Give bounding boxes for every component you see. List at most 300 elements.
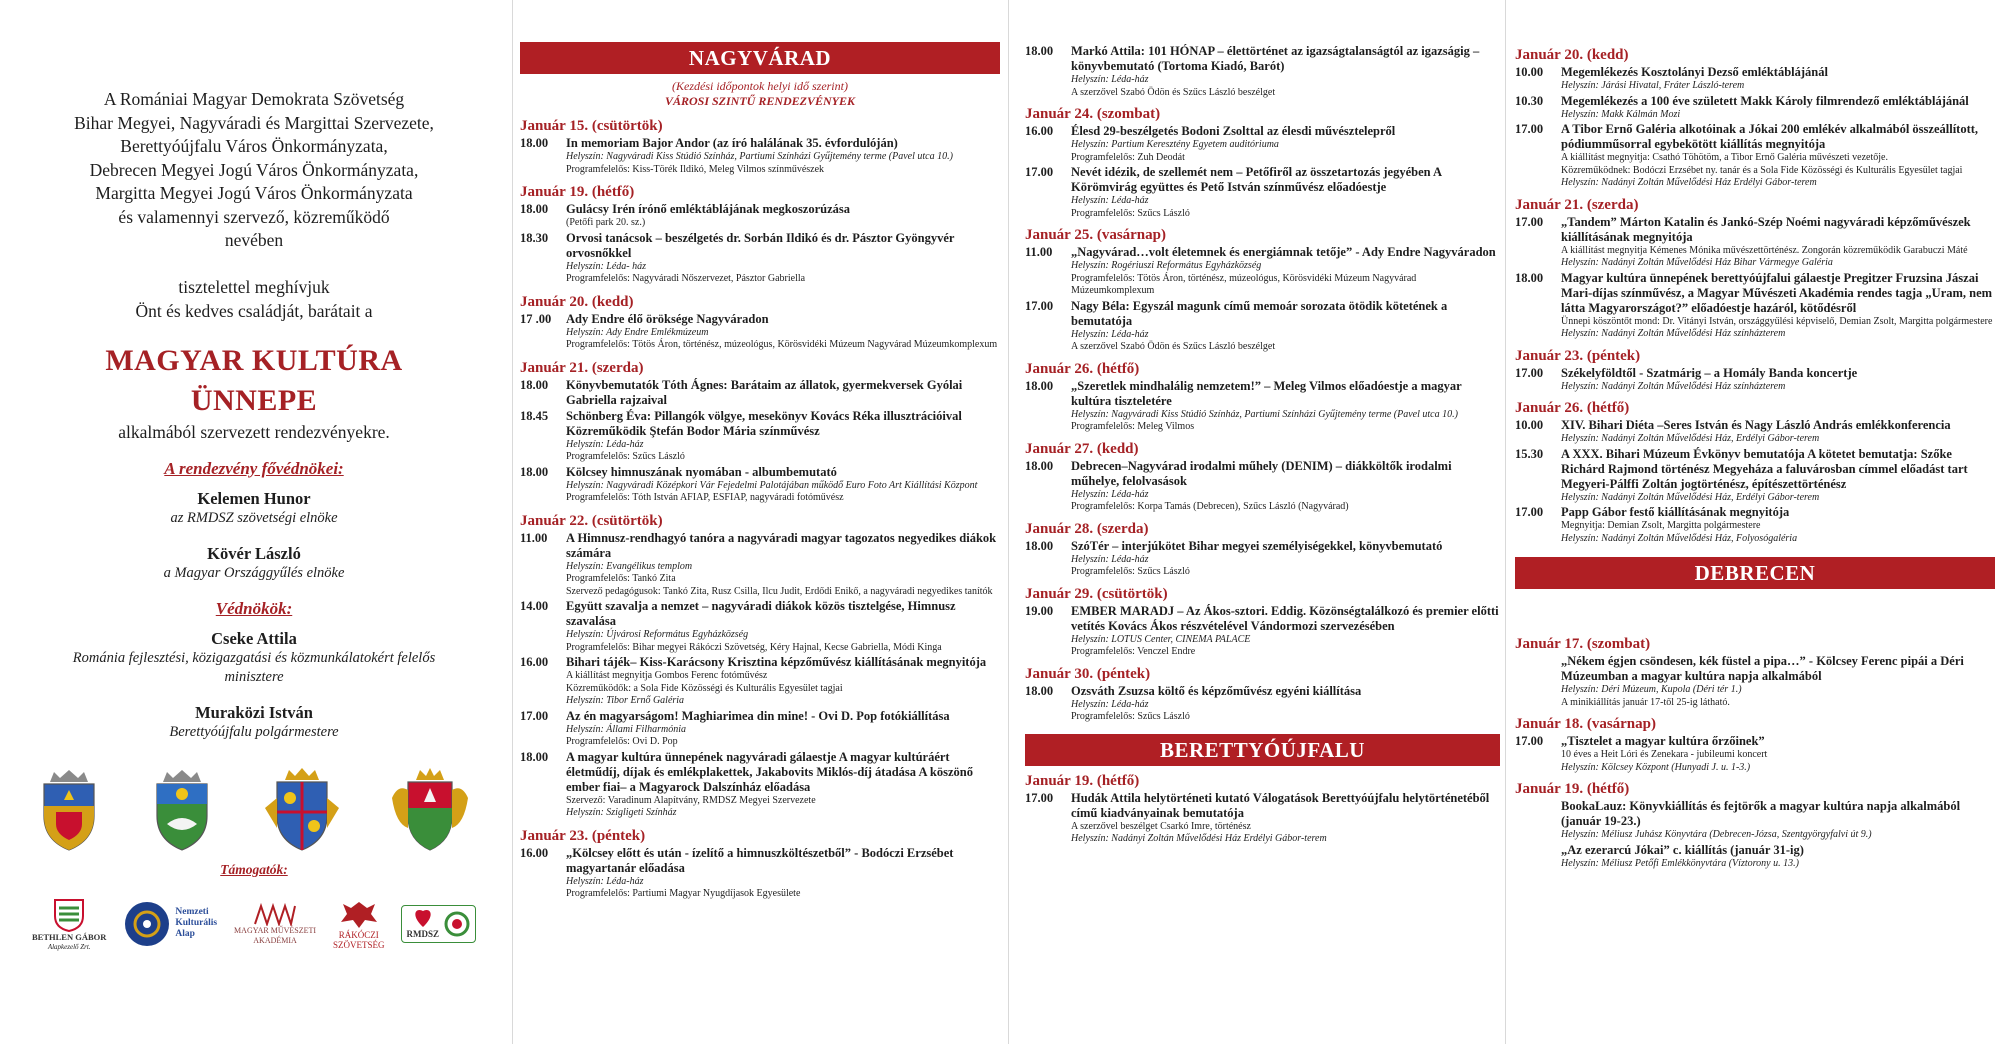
event-item xyxy=(520,709,1000,749)
org-line: A Romániai Magyar Demokrata Szövetség xyxy=(103,89,405,109)
event-item xyxy=(1515,94,1995,122)
event-detail: A kiállítást megnyitja Gombos Ferenc fotóművész xyxy=(566,670,768,681)
event-item xyxy=(1025,604,1500,659)
event-title: BookaLauz: Könyvkiállítás és fejtörők a magyar kultúra napja alkalmából (január 19-23.) xyxy=(1561,799,1961,828)
event-item xyxy=(1515,799,1995,842)
event-time: 18.00 xyxy=(1025,458,1054,473)
event-detail: (Petőfi park 20. sz.) xyxy=(566,217,646,228)
event-title: Magyar kultúra ünnepének berettyóújfalui gálaestje Pregitzer Fruzsina Jászai Mari-díjas színművész, a Magyar Művészeti Akadémia rendes tagja „Uram, nem látta Magyarországot?” előadóestje hazáról, kötődésről xyxy=(1561,270,1993,315)
event-venue: Helyszín: Nadányi Zoltán Művelődési Ház Bihar Vármegye Galéria xyxy=(1561,257,1833,268)
event-title: In memoriam Bajor Andor (az író halálának 35. évfordulóján) xyxy=(566,136,898,150)
event-title: „Kölcsey előtt és után - ízelítő a himnuszköltészetből” - Bodóczi Erzsébet magyartanár előadása xyxy=(566,845,954,875)
sponsor-role: Berettyóújfalu polgármestere xyxy=(169,723,339,740)
supporter-text: Nemzeti xyxy=(175,907,209,917)
event-title: Székelyföldtől - Szatmárig – a Homály Banda koncertje xyxy=(1561,365,1858,380)
event-item xyxy=(1025,379,1500,434)
event-title: Papp Gábor festő kiállításának megnyitója xyxy=(1561,505,1790,519)
event-title: Az én magyarságom! Maghiarimea din mine! - Ovi D. Pop fotókiállítása xyxy=(566,708,950,723)
day-heading: Január 24. (szombat) xyxy=(1025,106,1161,122)
event-venue: Helyszín: Állami Filharmónia xyxy=(566,723,686,735)
event-venue: Helyszín: Nadányi Zoltán Művelődési Ház színházterem xyxy=(1561,380,1786,392)
supporter-text: BETHLEN GÁBOR xyxy=(32,931,107,942)
sponsor-name: Muraközi István xyxy=(195,702,313,722)
supporter-text: RÁKÓCZI xyxy=(338,929,379,940)
event-detail: A kiállítást megnyitja Kémenes Mónika művészettörténész. Zongorán közreműködik Garabuczi Máté xyxy=(1561,244,1968,256)
supporters-heading: Támogatók: xyxy=(220,861,288,877)
event-venue: Helyszín: Léda-ház xyxy=(1071,698,1149,710)
sponsors-heading: Védnökök: xyxy=(215,598,293,618)
day-heading: Január 29. (csütörtök) xyxy=(1025,585,1168,602)
event-time: 17.00 xyxy=(1515,365,1544,380)
day-heading: Január 23. (péntek) xyxy=(1515,347,1641,364)
event-detail: Programfelelős: Szűcs László xyxy=(1071,711,1190,722)
event-body xyxy=(566,202,1000,230)
event-detail: Szervező: Varadinum Alapítvány, RMDSZ Megyei Szervezete xyxy=(566,794,816,806)
org-line: Margitta Megyei Jogú Város Önkormányzata xyxy=(95,183,413,203)
event-detail: Szervező pedagógusok: Tankó Zita, Rusz Csilla, Ilcu Judit, Erdődi Enikő, a nagyváradi negyedikes tanítók xyxy=(566,585,993,597)
event-item xyxy=(1025,791,1500,846)
event-item xyxy=(520,599,1000,654)
event-item xyxy=(520,531,1000,599)
supporter-text: SZÖVETSÉG xyxy=(333,939,385,950)
event-title: „Nékem égjen csöndesen, kék füstel a pipa…” - Kölcsey Ferenc pipái a Déri Múzeumban a magyar kultúra napja alkalmából xyxy=(1561,654,1964,683)
event-venue: Helyszín: Léda-ház xyxy=(1071,328,1149,340)
event-body xyxy=(566,846,1000,901)
day-heading: Január 26. (hétfő) xyxy=(1025,360,1140,377)
event-venue: Helyszín: Nadányi Zoltán Művelődési Ház, Erdélyi Gábor-terem xyxy=(1561,491,1820,503)
event-body xyxy=(1071,539,1500,579)
event-title: Megemlékezés Kosztolányi Dezső emléktáblájánál xyxy=(1561,65,1828,79)
event-body xyxy=(566,378,1000,408)
event-body xyxy=(1561,654,1995,709)
event-title: „Az ezerarcú Jókai” c. kiállítás (január 31-ig) xyxy=(1561,842,1804,857)
event-item xyxy=(1515,505,1995,545)
day-heading: Január 21. (szerda) xyxy=(520,359,644,376)
event-venue: Helyszín: Partium Keresztény Egyetem auditóriuma xyxy=(1071,139,1279,150)
patron-role: a Magyar Országgyűlés elnöke xyxy=(163,564,345,581)
main-subtitle: alkalmából szervezett rendezvényekre. xyxy=(118,421,390,442)
day-heading: Január 18. (vasárnap) xyxy=(1515,716,1656,732)
event-detail: Programfelelős: Nagyváradi Nőszervezet, Pásztor Gabriella xyxy=(566,273,806,284)
event-detail: Programfelelős: Partiumi Magyar Nyugdíjasok Egyesülete xyxy=(566,888,801,899)
supporter-text: Alapkezelő Zrt. xyxy=(47,942,91,951)
event-venue: Helyszín: Nagyváradi Kiss Stúdió Színház, Partiumi Színházi Gyűjtemény terme (Pavel utca 10.) xyxy=(566,151,953,162)
day-heading: Január 27. (kedd) xyxy=(1025,440,1139,457)
event-item xyxy=(1515,65,1995,93)
time-note: (Kezdési időpontok helyi idő szerint) xyxy=(672,79,848,93)
event-body xyxy=(1071,245,1500,298)
event-title: XIV. Bihari Diéta –Seres István és Nagy László András emlékkonferencia xyxy=(1561,418,1951,432)
event-time: 14.00 xyxy=(520,599,549,613)
event-body xyxy=(566,136,1000,176)
event-body xyxy=(1561,366,1995,394)
event-body xyxy=(1071,124,1500,164)
event-item xyxy=(520,136,1000,176)
event-body xyxy=(1561,215,1995,270)
event-venue: Helyszín: Léda-ház xyxy=(566,875,644,887)
event-title: A Tibor Ernő Galéria alkotóinak a Jókai 200 emlékév alkalmából összeállított, pódiumműsorral egybekötött kiállítás megnyitója xyxy=(1561,122,1979,151)
rmdsz-logo xyxy=(401,905,476,943)
event-title: „Tisztelet a magyar kultúra őrzőinek” xyxy=(1561,734,1765,748)
event-venue: Helyszín: Járási Hivatal, Fráter László-terem xyxy=(1561,80,1745,91)
event-item xyxy=(1515,734,1995,774)
nagyvarad-column xyxy=(520,0,1000,1044)
event-body xyxy=(1561,843,1995,871)
event-item xyxy=(1025,245,1500,298)
event-list xyxy=(1025,772,1500,846)
invitation xyxy=(30,275,478,323)
event-detail: Programfelelős: Bihar megyei Rákóczi Szövetség, Kéry Hajnal, Kecse Gabriella, Módi Kinga xyxy=(566,641,942,653)
crest-icon xyxy=(149,768,215,852)
program-column-3 xyxy=(1025,0,1500,1044)
event-detail: A szerzővel Szabó Ödön és Szűcs László beszélget xyxy=(1071,341,1276,352)
event-item xyxy=(1025,539,1500,579)
event-venue: Helyszín: Rogériuszi Református Egyházközség xyxy=(1071,260,1262,271)
event-time: 15.30 xyxy=(1515,446,1544,461)
event-time: 18.00 xyxy=(1515,270,1544,285)
event-title: Ozsváth Zsuzsa költő és képzőművész egyéni kiállítása xyxy=(1071,683,1362,698)
event-body xyxy=(1071,459,1500,514)
supporter-text: Kulturális xyxy=(175,918,218,928)
event-venue: Helyszín: Makk Kálmán Mozi xyxy=(1561,108,1681,120)
patron-name: Kelemen Hunor xyxy=(197,488,311,508)
event-time: 17.00 xyxy=(1515,214,1544,229)
event-title: Megemlékezés a 100 éve született Makk Károly filmrendező emléktáblájánál xyxy=(1561,93,1969,108)
event-item xyxy=(520,846,1000,901)
nka-logo xyxy=(123,900,217,948)
patron-role: az RMDSZ szövetségi elnöke xyxy=(170,509,338,526)
day-heading: Január 23. (péntek) xyxy=(520,827,646,844)
event-time: 10.30 xyxy=(1515,93,1544,108)
event-item xyxy=(1025,165,1500,220)
event-detail: Programfelelős: Ovi D. Pop xyxy=(566,736,678,747)
event-time xyxy=(1515,843,1561,871)
day-heading: Január 21. (szerda) xyxy=(1515,196,1639,213)
event-item xyxy=(1025,299,1500,354)
event-time: 16.00 xyxy=(1025,124,1054,138)
event-title: EMBER MARADJ – Az Ákos-sztori. Eddig. Közönségtalálkozó és premier előtti vetítés Kovács Ákos részvételével Vándormozi szervezésében xyxy=(1071,603,1499,633)
event-item xyxy=(520,465,1000,505)
nagyvarad-banner: NAGYVÁRAD xyxy=(520,42,1000,74)
event-venue: Helyszín: Nadányi Zoltán Művelődési Ház Erdélyi Gábor-terem xyxy=(1561,177,1817,188)
event-body xyxy=(1071,165,1500,220)
event-title: Orvosi tanácsok – beszélgetés dr. Sorbán Ildikó és dr. Pásztor Gyöngyvér orvosnőkkel xyxy=(566,230,955,260)
event-item xyxy=(520,231,1000,286)
event-item xyxy=(1515,654,1995,709)
crest-icon xyxy=(388,768,472,852)
event-venue: Helyszín: Nagyváradi Kiss Stúdió Színház, Partiumi Színházi Gyűjtemény terme (Pavel utca 10.) xyxy=(1071,408,1458,420)
event-body xyxy=(566,231,1000,286)
event-title: „Tandem” Márton Katalin és Jankó-Szép Noémi nagyváradi képzőművészek kiállításának megnyitója xyxy=(1561,214,1971,244)
event-body xyxy=(1561,505,1995,545)
program-column-4 xyxy=(1515,0,1995,1044)
event-title: Hudák Attila helytörténeti kutató Válogatások Berettyóújfalu helytörténetéből című kiadványainak bemutatója xyxy=(1071,790,1490,820)
supporter-text: AKADÉMIA xyxy=(253,935,297,945)
event-title: SzóTér – interjúkötet Bihar megyei személyiségekkel, könyvbemutató xyxy=(1071,538,1443,553)
title-line: ÜNNEPE xyxy=(190,383,318,417)
event-item xyxy=(1025,684,1500,724)
event-title: Markó Attila: 101 HÓNAP – élettörténet az igazságtalanságtól az igazságig – könyvbemutató (Tortoma Kiadó, Barót) xyxy=(1071,44,1480,73)
event-list xyxy=(520,117,1000,901)
event-venue: Helyszín: Újvárosi Református Egyházközség xyxy=(566,629,749,640)
event-detail: A minikiállítás január 17-től 25-ig látható. xyxy=(1561,696,1730,708)
crest-icon xyxy=(263,768,341,852)
event-title: Gulácsy Irén írónő emléktáblájának megkoszorúzása xyxy=(566,202,851,216)
column-divider xyxy=(1505,0,1506,1044)
event-body xyxy=(566,599,1000,654)
day-heading: Január 26. (hétfő) xyxy=(1515,400,1630,416)
event-body xyxy=(1071,684,1500,724)
event-venue: Helyszín: Kölcsey Központ (Hunyadi J. u. 1-3.) xyxy=(1561,761,1751,773)
event-venue: Helyszín: Léda-ház xyxy=(1071,488,1149,500)
org-line: és valamennyi szervező, közreműködő xyxy=(118,206,390,227)
day-heading: Január 19. (hétfő) xyxy=(520,184,635,200)
event-body xyxy=(1561,734,1995,774)
event-list xyxy=(1025,44,1500,99)
column-divider xyxy=(512,0,513,1044)
event-body xyxy=(1071,44,1500,99)
event-body xyxy=(1071,299,1500,354)
event-time: 17.00 xyxy=(1515,734,1544,748)
event-venue: Helyszín: Nadányi Zoltán Művelődési Ház Erdélyi Gábor-terem xyxy=(1071,833,1327,844)
event-title: „Nagyvárad…volt életemnek és energiámnak tetője” - Ady Endre Nagyváradon xyxy=(1071,245,1496,259)
event-title: Nevét idézik, de szellemét nem – Petőfiről az összetartozás jegyében A Körömvirág együttes és Pető István színművész előadóestje xyxy=(1071,165,1442,194)
event-body xyxy=(566,465,1000,505)
event-detail: Megnyitja: Demian Zsolt, Margitta polgármestere xyxy=(1561,520,1761,531)
event-detail: Programfelelős: Tankó Zita xyxy=(566,573,676,584)
event-item xyxy=(520,750,1000,820)
event-venue: Helyszín: Déri Múzeum, Kupola (Déri tér 1.) xyxy=(1561,684,1742,695)
event-time: 18.00 xyxy=(1025,683,1054,698)
day-heading: Január 15. (csütörtök) xyxy=(520,118,663,134)
event-item xyxy=(1025,124,1500,164)
org-line: Berettyóújfalu Város Önkormányzata, xyxy=(120,136,388,156)
event-title: Nagy Béla: Egyszál magunk című memoár sorozata ötödik kötetének a bemutatója xyxy=(1071,298,1448,328)
event-time xyxy=(1515,654,1561,709)
event-body xyxy=(566,655,1000,708)
event-venue: Helyszín: Léda- ház xyxy=(566,260,646,272)
event-item xyxy=(520,409,1000,464)
event-time: 17.00 xyxy=(1025,790,1054,805)
event-title: Együtt szavalja a nemzet – nagyváradi diákok közös tisztelgése, Himnusz szavalása xyxy=(566,599,956,628)
patron-name: Kövér László xyxy=(207,543,301,563)
event-venue: Helyszín: Léda-ház xyxy=(1071,74,1149,85)
event-item xyxy=(1515,447,1995,505)
events-level-note: VÁROSI SZINTŰ RENDEZVÉNYEK xyxy=(664,94,856,108)
event-title: Debrecen–Nagyvárad irodalmi műhely (DENIM) – diákköltők irodalmi műhelye, felolvasások xyxy=(1071,458,1452,488)
event-venue: Helyszín: Méliusz Juhász Könyvtára (Debrecen-Józsa, Szentgyörgyfalvi út 9.) xyxy=(1561,829,1872,840)
event-item xyxy=(520,312,1000,352)
event-venue: Helyszín: Tibor Ernő Galéria xyxy=(566,695,685,706)
event-time: 10.00 xyxy=(1515,418,1544,432)
berettyoujfalu-banner: BERETTYÓÚJFALU xyxy=(1025,734,1500,766)
day-heading: Január 30. (péntek) xyxy=(1025,665,1151,682)
event-body xyxy=(566,409,1000,464)
event-time: 17.00 xyxy=(1515,505,1544,519)
event-title: Könyvbemutatók Tóth Ágnes: Barátaim az állatok, gyermekversek Gyólai Gabriella rajzaival xyxy=(566,377,963,407)
debrecen-banner: DEBRECEN xyxy=(1515,557,1995,589)
org-line: Bihar Megyei, Nagyváradi és Margittai Szervezete, xyxy=(74,112,434,133)
event-detail: Programfelelős: Szűcs László xyxy=(1071,566,1190,577)
event-detail: A kiállítást megnyitja: Csathó Töhötöm, a Tibor Ernő Galéria művészeti vezetője. xyxy=(1561,152,1888,163)
event-time: 18.00 xyxy=(1025,378,1054,393)
event-detail: Programfelelős: Szűcs László xyxy=(1071,207,1190,219)
event-time: 10.00 xyxy=(1515,65,1544,79)
event-title: A magyar kultúra ünnepének nagyváradi gálaestje A magyar kultúráért életműdíj, díjak és emlékplakettek, Jakabovits Miklós-díj átadása A köszönő ember fiai– a Magyarock Dalszínház előadása xyxy=(566,749,973,794)
event-detail: Programfelelős: Meleg Vilmos xyxy=(1071,421,1195,432)
event-time: 16.00 xyxy=(520,655,549,669)
event-detail: 10 éves a Heit Lóri és Zenekara - jubileumi koncert xyxy=(1561,749,1768,760)
event-time: 17.00 xyxy=(520,708,549,723)
event-body xyxy=(1561,65,1995,93)
event-list xyxy=(1515,46,1995,545)
event-venue: Helyszín: Léda-ház xyxy=(1071,195,1149,206)
event-list xyxy=(1025,105,1500,724)
event-item xyxy=(1515,366,1995,394)
event-detail: Közreműködnek: Bodóczi Erzsébet ny. tanár és a Sola Fide Közösségi és Kulturális Egyesület tagjai xyxy=(1561,164,1963,176)
event-venue: Helyszín: LOTUS Center, CINEMA PALACE xyxy=(1071,633,1251,645)
event-body xyxy=(1561,271,1995,341)
invite-line: Önt és kedves családját, barátait a xyxy=(135,300,373,321)
event-time: 18.00 xyxy=(520,464,549,479)
event-venue: Helyszín: Léda-ház xyxy=(1071,553,1149,565)
org-line: Debrecen Megyei Jogú Város Önkormányzata, xyxy=(89,159,419,180)
event-time: 11.00 xyxy=(1025,245,1053,259)
event-detail: Programfelelős: Szűcs László xyxy=(566,451,685,462)
column-divider xyxy=(1008,0,1009,1044)
event-time xyxy=(1515,799,1561,842)
event-body xyxy=(1071,604,1500,659)
event-detail: Ünnepi köszöntőt mond: Dr. Vitányi István, országgyűlési képviselő, Demian Zsolt, Margitta polgármestere xyxy=(1561,315,1993,327)
invite-line: tisztelettel meghívjuk xyxy=(178,276,330,297)
event-time: 18.00 xyxy=(520,377,549,392)
org-line: nevében xyxy=(224,230,284,250)
event-time: 11.00 xyxy=(520,530,548,545)
event-detail: Programfelelős: Korpa Tamás (Debrecen), Szűcs László (Nagyvárad) xyxy=(1071,501,1349,512)
event-venue: Helyszín: Nagyváradi Középkori Vár Fejedelmi Palotájában működő Euro Foto Art Kiállítási Központ xyxy=(566,479,978,491)
supporter-logos xyxy=(30,896,478,952)
event-body xyxy=(1071,379,1500,434)
event-time: 18.00 xyxy=(520,136,549,150)
event-time: 17.00 xyxy=(1515,122,1544,136)
patrons-heading: A rendezvény fővédnökei: xyxy=(164,458,344,478)
event-detail: Programfelelős: Zuh Deodát xyxy=(1071,151,1185,163)
event-venue: Helyszín: Nadányi Zoltán Művelődési Ház, Folyosógaléria xyxy=(1561,532,1798,544)
event-title: A Himnusz-rendhagyó tanóra a nagyváradi magyar tagozatos negyedikes diákok számára xyxy=(566,530,997,560)
event-time: 18.00 xyxy=(1025,44,1054,58)
event-venue: Helyszín: Szigligeti Színház xyxy=(566,807,677,818)
day-heading: Január 25. (vasárnap) xyxy=(1025,227,1166,243)
event-venue: Helyszín: Léda-ház xyxy=(566,438,644,450)
event-title: Ady Endre élő öröksége Nagyváradon xyxy=(566,311,769,326)
day-heading: Január 19. (hétfő) xyxy=(1025,772,1140,789)
event-time: 17.00 xyxy=(1025,298,1054,313)
event-body xyxy=(566,750,1000,820)
event-item xyxy=(1025,459,1500,514)
sponsor-role: Románia fejlesztési, közigazgatási és közmunkálatokért felelős minisztere xyxy=(72,649,436,685)
intro-panel xyxy=(0,0,508,1044)
main-title xyxy=(30,341,478,421)
event-item xyxy=(520,202,1000,230)
event-venue: Helyszín: Méliusz Petőfi Emlékkönyvtára (Víztorony u. 13.) xyxy=(1561,857,1799,869)
mma-logo xyxy=(234,902,316,946)
day-heading: Január 17. (szombat) xyxy=(1515,636,1651,652)
event-body xyxy=(1071,791,1500,846)
event-item xyxy=(1515,418,1995,446)
event-body xyxy=(1561,447,1995,505)
event-body xyxy=(1561,94,1995,122)
event-title: Bihari tájék– Kiss-Karácsony Krisztina képzőművész kiállításának megnyitója xyxy=(566,655,987,669)
organizers xyxy=(30,88,478,253)
event-time: 18.00 xyxy=(1025,538,1054,553)
event-item xyxy=(520,655,1000,708)
event-title: „Szeretlek mindhalálig nemzetem!” – Meleg Vilmos előadóestje a magyar kultúra tiszteletére xyxy=(1071,378,1462,408)
sponsor-name: Cseke Attila xyxy=(211,628,297,648)
day-heading: Január 20. (kedd) xyxy=(520,293,634,310)
event-item xyxy=(1515,122,1995,190)
event-detail: Programfelelős: Tötös Áron, történész, múzeológus, Körösvidéki Múzeum Nagyvárad Múzeumkomplexum xyxy=(1071,272,1417,296)
event-body xyxy=(566,531,1000,599)
event-body xyxy=(1561,799,1995,842)
event-time: 19.00 xyxy=(1025,603,1054,618)
bethlen-gabor-logo xyxy=(32,896,106,952)
event-time: 18.30 xyxy=(520,230,549,245)
event-time: 18.00 xyxy=(520,202,549,216)
event-body xyxy=(1561,418,1995,446)
event-body xyxy=(566,709,1000,749)
title-line: MAGYAR KULTÚRA xyxy=(105,343,403,377)
supporter-text: RMDSZ xyxy=(406,928,439,939)
event-detail: Programfelelős: Tóth István AFIAP, ESFIAP, nagyváradi fotóművész xyxy=(566,492,844,503)
event-item xyxy=(1025,44,1500,99)
event-item xyxy=(520,378,1000,408)
event-title: Kölcsey himnuszának nyomában - albumbemutató xyxy=(566,464,837,479)
event-time: 18.00 xyxy=(520,749,549,764)
event-detail: Programfelelős: Tötös Áron, történész, múzeológus, Körösvidéki Múzeum Nagyvárad Múzeumkomplexum xyxy=(566,339,998,350)
event-body xyxy=(1561,122,1995,190)
event-venue: Helyszín: Nadányi Zoltán Művelődési Ház színházterem xyxy=(1561,328,1786,339)
event-venue: Helyszín: Ady Endre Emlékmúzeum xyxy=(566,326,709,338)
event-list xyxy=(1515,635,1995,870)
day-heading: Január 19. (hétfő) xyxy=(1515,781,1630,797)
event-item xyxy=(1515,271,1995,341)
day-heading: Január 22. (csütörtök) xyxy=(520,512,663,529)
event-detail: A szerzővel Szabó Ödön és Szűcs László beszélget xyxy=(1071,86,1276,98)
event-time: 16.00 xyxy=(520,845,549,860)
event-item xyxy=(1515,843,1995,871)
rakoczi-logo xyxy=(333,898,385,950)
supporter-text: Alap xyxy=(175,929,195,939)
crest-icon xyxy=(36,768,102,852)
event-detail: Közreműködők: a Sola Fide Közösségi és Kulturális Egyesület tagjai xyxy=(566,682,843,694)
event-detail: Programfelelős: Venczel Endre xyxy=(1071,646,1196,657)
event-body xyxy=(566,312,1000,352)
event-item xyxy=(1515,215,1995,270)
day-heading: Január 20. (kedd) xyxy=(1515,47,1629,63)
event-title: Élesd 29-beszélgetés Bodoni Zsolttal az élesdi művésztelepről xyxy=(1071,124,1396,138)
event-time: 18.45 xyxy=(520,408,549,423)
event-venue: Helyszín: Nadányi Zoltán Művelődési Ház, Erdélyi Gábor-terem xyxy=(1561,433,1820,444)
day-heading: Január 28. (szerda) xyxy=(1025,520,1149,537)
event-venue: Helyszín: Evangélikus templom xyxy=(566,560,693,572)
supporter-text: MAGYAR MŰVÉSZETI xyxy=(234,925,317,935)
coats-of-arms xyxy=(36,768,472,852)
event-title: Schönberg Éva: Pillangók völgye, mesekönyv Kovács Réka illusztrációival Közreműködik Ştefán Bodor Mária színművész xyxy=(566,408,962,438)
event-detail: Programfelelős: Kiss-Törék Ildikó, Meleg Vilmos színművészek xyxy=(566,163,825,175)
event-title: A XXX. Bihari Múzeum Évkönyv bemutatója A kötetet bemutatja: Szőke Richárd Rajmond történész Megyeháza a faluvárosban címmel előadást tart Megyeri-Pálffi Zoltán jogtörténész, építészettörténész xyxy=(1561,446,1968,491)
event-detail: A szerzővel beszélget Csarkó Imre, történész xyxy=(1071,820,1251,832)
event-time: 17 .00 xyxy=(520,311,552,326)
